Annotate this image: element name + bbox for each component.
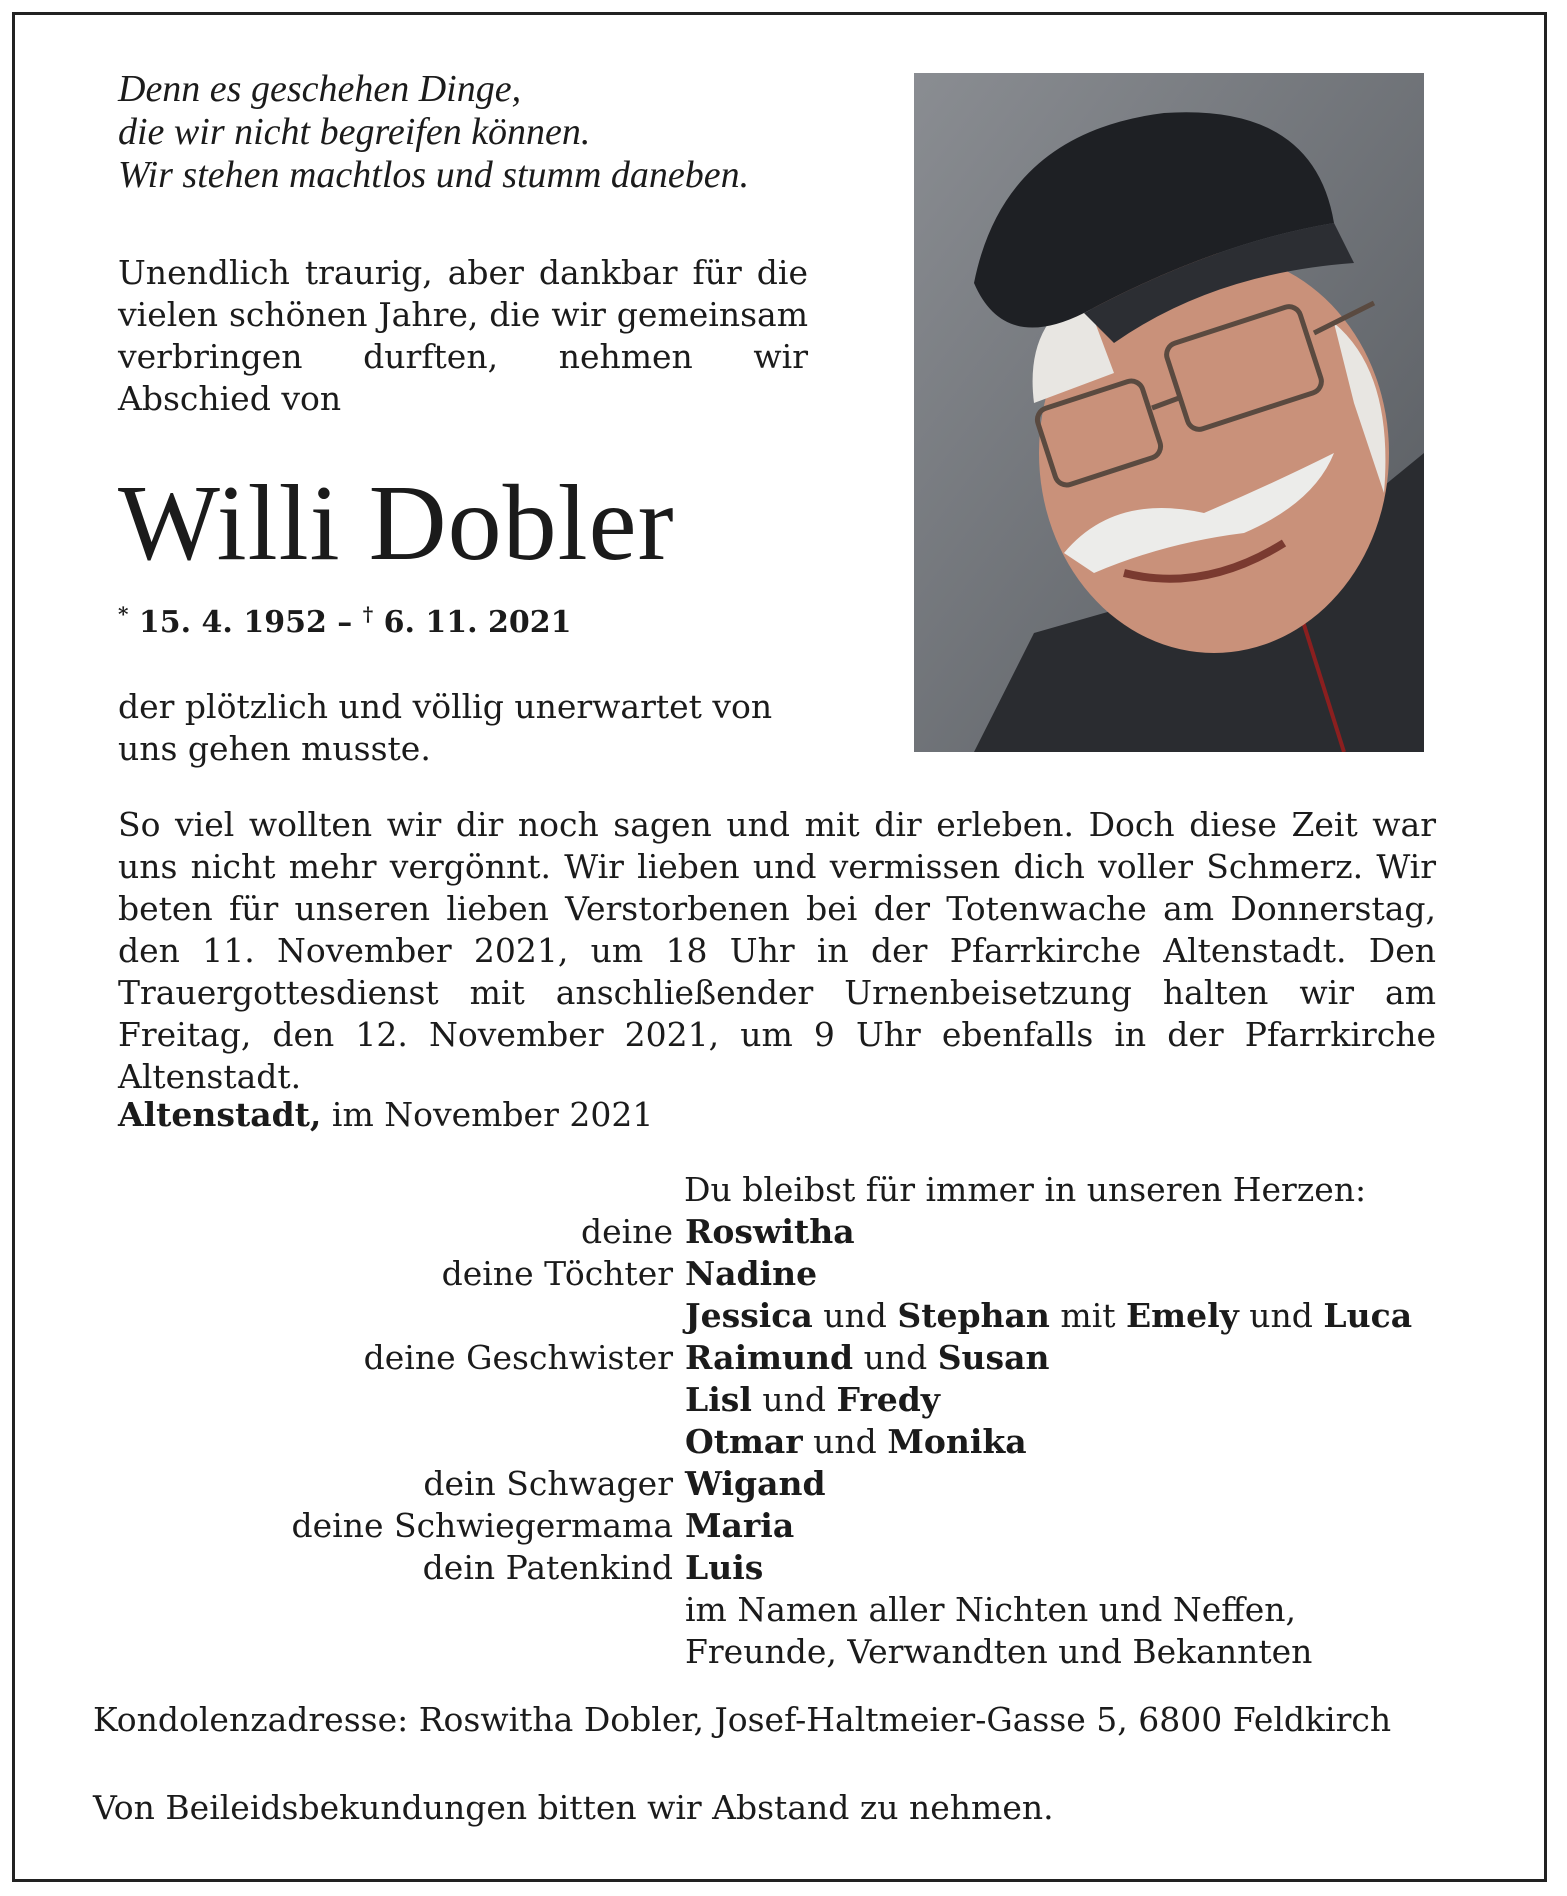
condolence-address: Kondolenzadresse: Roswitha Dobler, Josef-Haltmeier-Gasse 5, 6800 Feldkirch bbox=[93, 1700, 1392, 1739]
family-connector: mit bbox=[1049, 1296, 1127, 1335]
family-names bbox=[685, 1506, 794, 1545]
family-list bbox=[118, 1212, 1448, 1674]
family-row bbox=[118, 1590, 1448, 1632]
family-relation: deine Töchter bbox=[441, 1254, 673, 1293]
family-member-name: Wigand bbox=[685, 1464, 826, 1503]
family-member-name: Maria bbox=[685, 1506, 795, 1545]
portrait-photo bbox=[914, 73, 1424, 752]
family-row bbox=[118, 1548, 1448, 1590]
family-connector: und bbox=[751, 1380, 837, 1419]
family-names bbox=[685, 1296, 1412, 1335]
family-row bbox=[118, 1212, 1448, 1254]
birth-date: 15. 4. 1952 bbox=[138, 605, 327, 640]
family-member-name: Stephan bbox=[897, 1296, 1050, 1335]
family-names bbox=[685, 1548, 763, 1587]
family-member-name: Nadine bbox=[685, 1254, 818, 1293]
condolence-note: Von Beileidsbekundungen bitten wir Abstand zu nehmen. bbox=[93, 1788, 1054, 1827]
family-member-name: Luis bbox=[685, 1548, 764, 1587]
family-member-name: Luca bbox=[1323, 1296, 1413, 1335]
family-member-name: Lisl bbox=[685, 1380, 752, 1419]
sudden-passing-text: der plötzlich und völlig unerwartet von uns gehen musste. bbox=[118, 687, 773, 768]
family-connector: und bbox=[802, 1422, 888, 1461]
birth-symbol: * bbox=[118, 602, 129, 626]
family-names bbox=[685, 1590, 1296, 1629]
family-relation: dein Patenkind bbox=[422, 1548, 673, 1587]
family-member-name: Emely bbox=[1126, 1296, 1239, 1335]
family-row bbox=[118, 1422, 1448, 1464]
place-town: Altenstadt, bbox=[118, 1095, 322, 1134]
family-row bbox=[118, 1506, 1448, 1548]
family-member-name: Susan bbox=[937, 1338, 1050, 1377]
family-member-name: Otmar bbox=[685, 1422, 803, 1461]
family-names bbox=[685, 1212, 855, 1251]
family-relation: deine bbox=[581, 1212, 673, 1251]
intro-paragraph: Unendlich traurig, aber dankbar für die vielen schönen Jahre, die wir gemeinsam verbringen durften, nehmen wir Abschied von bbox=[118, 253, 808, 418]
family-connector: und bbox=[812, 1296, 898, 1335]
death-symbol: † bbox=[362, 602, 374, 626]
family-row bbox=[118, 1632, 1448, 1674]
remembrance-line: Du bleibst für immer in unseren Herzen: bbox=[684, 1170, 1367, 1209]
deceased-name: Willi Dobler bbox=[118, 464, 675, 583]
family-names bbox=[685, 1380, 940, 1419]
family-row bbox=[118, 1464, 1448, 1506]
family-relation: deine Geschwister bbox=[363, 1338, 673, 1377]
main-paragraph: So viel wollten wir dir noch sagen und mit dir erleben. Doch diese Zeit war uns nicht mehr vergönnt. Wir lieben und vermissen dich voller Schmerz. Wir beten für unseren lieben Verstorbenen bei der Totenwache am Donnerstag, den 11. November 2021, um 18 Uhr in der Pfarrkirche Altenstadt. Den Trauergottesdienst mit anschließender Urnenbeisetzung halten wir am Freitag, den 12. November 2021, um 9 Uhr ebenfalls in der Pfarrkirche Altenstadt. bbox=[118, 805, 1436, 1096]
family-names bbox=[685, 1338, 1049, 1377]
family-row bbox=[118, 1380, 1448, 1422]
family-member-name: Fredy bbox=[836, 1380, 940, 1419]
family-member-name: Roswitha bbox=[685, 1212, 855, 1251]
family-relation: deine Schwiegermama bbox=[291, 1506, 673, 1545]
quote-line: Wir stehen machtlos und stumm daneben. bbox=[118, 154, 750, 196]
quote-line: die wir nicht begreifen können. bbox=[118, 111, 591, 153]
place-date bbox=[118, 1095, 653, 1134]
family-row bbox=[118, 1338, 1448, 1380]
quote-line: Denn es geschehen Dinge, bbox=[118, 68, 522, 110]
family-connector: im Namen aller Nichten und Neffen, bbox=[685, 1590, 1296, 1629]
opening-quote bbox=[118, 68, 878, 197]
family-member-name: Monika bbox=[887, 1422, 1027, 1461]
family-connector: Freunde, Verwandten und Bekannten bbox=[685, 1632, 1313, 1671]
family-connector: und bbox=[853, 1338, 938, 1377]
family-row bbox=[118, 1254, 1448, 1296]
family-names bbox=[685, 1422, 1027, 1461]
family-names bbox=[685, 1254, 817, 1293]
family-member-name: Jessica bbox=[685, 1296, 813, 1335]
life-dates bbox=[118, 602, 572, 640]
portrait-illustration bbox=[914, 73, 1424, 752]
family-relation: dein Schwager bbox=[423, 1464, 673, 1503]
place-month: im November 2021 bbox=[331, 1095, 654, 1134]
family-names bbox=[685, 1464, 826, 1503]
death-date: 6. 11. 2021 bbox=[383, 605, 572, 640]
family-names bbox=[685, 1632, 1312, 1671]
family-connector: und bbox=[1238, 1296, 1324, 1335]
family-member-name: Raimund bbox=[685, 1338, 854, 1377]
family-row bbox=[118, 1296, 1448, 1338]
date-dash: – bbox=[337, 605, 353, 640]
